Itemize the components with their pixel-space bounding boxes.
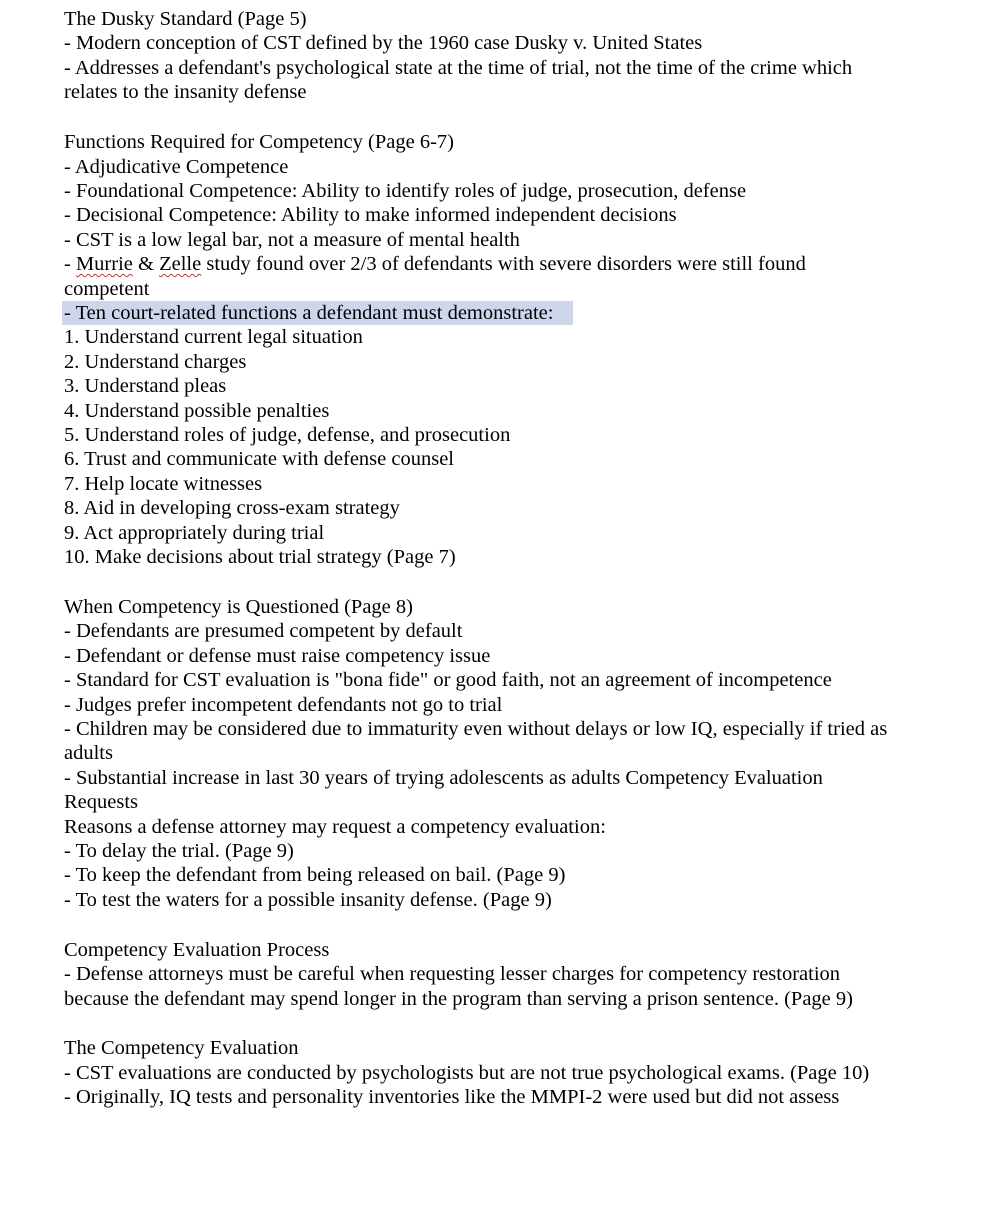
section-functions: [64, 130, 894, 569]
bullet-line: - Children may be considered due to immaturity even without delays or low IQ, especially if tried as adults: [64, 717, 888, 765]
section-competency-questioned: [64, 595, 894, 912]
section-evaluation-process: [64, 938, 894, 1011]
paragraph-gap: [64, 105, 894, 131]
numbered-item: 2. Understand charges: [64, 350, 247, 373]
bullet-line: - Addresses a defendant's psychological state at the time of trial, not the time of the crime which relates to the insanity defense: [64, 56, 853, 104]
bullet-line: - To keep the defendant from being released on bail. (Page 9): [64, 864, 566, 887]
section-heading: The Competency Evaluation: [64, 1037, 299, 1060]
bullet-line: - Adjudicative Competence: [64, 155, 289, 178]
selected-line[interactable]: [64, 301, 894, 325]
bullet-line: - To delay the trial. (Page 9): [64, 840, 294, 862]
text-fragment: &: [132, 253, 160, 276]
section-dusky: [64, 7, 894, 105]
bullet-line: - Modern conception of CST defined by the 1960 case Dusky v. United States: [64, 32, 703, 55]
numbered-item: 4. Understand possible penalties: [64, 399, 330, 422]
bullet-line: - Substantial increase in last 30 years of trying adolescents as adults Competency Evaluation Requests: [64, 766, 823, 814]
section-competency-evaluation: [64, 1036, 894, 1109]
paragraph-gap: [64, 569, 894, 595]
numbered-item: 3. Understand pleas: [64, 375, 227, 398]
numbered-item: 1. Understand current legal situation: [64, 326, 363, 349]
bullet-line: - Originally, IQ tests and personality inventories like the MMPI-2 were used but did not assess: [64, 1086, 840, 1109]
bullet-line: - CST is a low legal bar, not a measure of mental health: [64, 228, 520, 251]
text-fragment: study found over 2/3 of defendants with severe disorders were still found competent: [64, 253, 806, 300]
bullet-line-murrie-zelle: [64, 252, 894, 301]
body-line: Reasons a defense attorney may request a competency evaluation:: [64, 815, 606, 838]
spellcheck-flagged-word[interactable]: Zelle: [159, 253, 202, 276]
bullet-line: - Foundational Competence: Ability to identify roles of judge, prosecution, defense: [64, 179, 747, 202]
selection-highlight[interactable]: - Ten court-related functions a defendant must demonstrate:: [62, 301, 573, 325]
text-fragment: -: [64, 253, 76, 276]
numbered-item: 5. Understand roles of judge, defense, and prosecution: [64, 424, 511, 446]
bullet-line: - CST evaluations are conducted by psychologists but are not true psychological exams. (Page 10): [64, 1061, 870, 1084]
bullet-line: - Defense attorneys must be careful when requesting lesser charges for competency restoration because the defendant may spend longer in the program than serving a prison sentence. (Page 9): [64, 963, 853, 1010]
section-heading: Functions Required for Competency (Page 6-7): [64, 131, 454, 154]
section-heading: When Competency is Questioned (Page 8): [64, 595, 413, 618]
bullet-line: - Defendants are presumed competent by default: [64, 620, 463, 643]
bullet-line: - To test the waters for a possible insanity defense. (Page 9): [64, 888, 552, 911]
document-body: [64, 7, 894, 1110]
numbered-item: 9. Act appropriately during trial: [64, 521, 325, 544]
numbered-item: 8. Aid in developing cross-exam strategy: [64, 497, 400, 520]
spellcheck-flagged-word[interactable]: Murrie: [75, 253, 133, 276]
bullet-line: - Decisional Competence: Ability to make informed independent decisions: [64, 204, 677, 227]
numbered-item: 7. Help locate witnesses: [64, 472, 263, 495]
section-heading: Competency Evaluation Process: [64, 938, 330, 961]
numbered-item: 10. Make decisions about trial strategy (Page 7): [64, 546, 456, 569]
bullet-line: - Defendant or defense must raise competency issue: [64, 644, 491, 667]
bullet-line: - Judges prefer incompetent defendants not go to trial: [64, 693, 503, 716]
section-heading: The Dusky Standard (Page 5): [64, 8, 307, 30]
bullet-line: - Standard for CST evaluation is "bona fide" or good faith, not an agreement of incompetence: [64, 669, 832, 692]
paragraph-gap: [64, 1011, 894, 1037]
numbered-item: 6. Trust and communicate with defense counsel: [64, 448, 455, 471]
paragraph-gap: [64, 912, 894, 938]
